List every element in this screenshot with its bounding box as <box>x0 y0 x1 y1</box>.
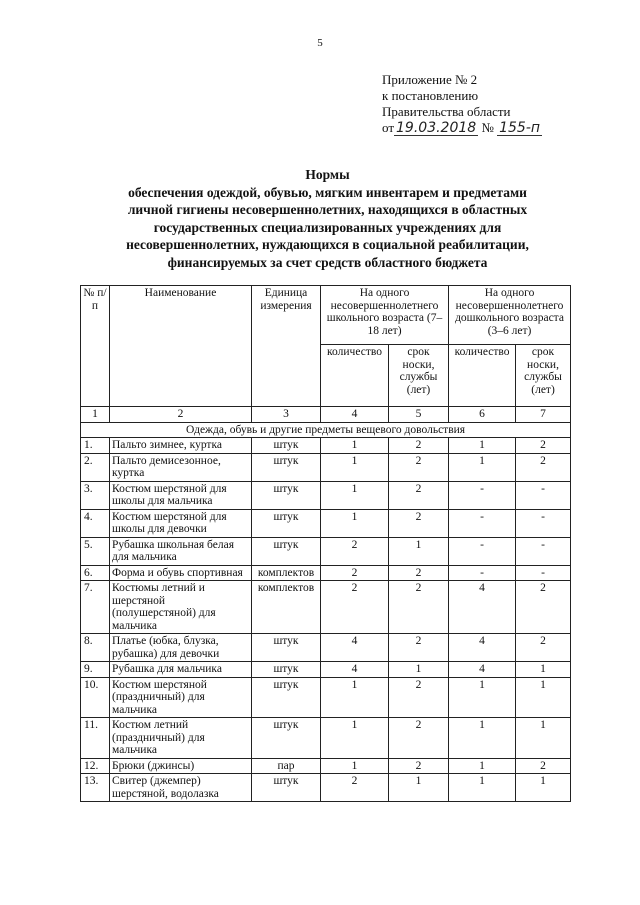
item-unit: штук <box>252 662 321 678</box>
qty-preschool: 1 <box>449 758 516 774</box>
row-number: 3. <box>81 481 110 509</box>
qty-school: 2 <box>321 581 389 634</box>
term-school: 2 <box>389 758 449 774</box>
item-name: Рубашка школьная белая для мальчика <box>110 537 252 565</box>
qty-preschool: 4 <box>449 581 516 634</box>
term-preschool: 2 <box>516 581 571 634</box>
item-unit: штук <box>252 634 321 662</box>
appendix-title: Приложение № 2 <box>382 72 478 87</box>
table-row <box>81 718 571 759</box>
qty-preschool: - <box>449 565 516 581</box>
norms-table <box>80 285 571 802</box>
item-name: Костюм шерстяной для школы для мальчика <box>110 481 252 509</box>
item-name: Платье (юбка, блузка, рубашка) для девочки <box>110 634 252 662</box>
item-name: Форма и обувь спортивная <box>110 565 252 581</box>
section-row <box>81 422 571 438</box>
number-prefix: № <box>481 120 494 135</box>
row-number: 2. <box>81 453 110 481</box>
item-unit: пар <box>252 758 321 774</box>
row-number: 13. <box>81 774 110 802</box>
item-name: Костюм летний (праздничный) для мальчика <box>110 718 252 759</box>
column-number: 5 <box>389 407 449 423</box>
header-term: срок носки, службы (лет) <box>389 345 449 407</box>
term-school: 1 <box>389 537 449 565</box>
qty-preschool: 4 <box>449 634 516 662</box>
item-unit: штук <box>252 718 321 759</box>
title-line: обеспечения одеждой, обувью, мягким инвентарем и предметами <box>128 184 527 200</box>
item-name: Костюм шерстяной (праздничный) для мальчика <box>110 677 252 718</box>
appendix-date-line <box>382 120 542 136</box>
qty-preschool: 4 <box>449 662 516 678</box>
row-number: 5. <box>81 537 110 565</box>
row-number: 11. <box>81 718 110 759</box>
qty-school: 1 <box>321 677 389 718</box>
row-number: 8. <box>81 634 110 662</box>
item-unit: штук <box>252 438 321 454</box>
qty-preschool: 1 <box>449 774 516 802</box>
column-number: 6 <box>449 407 516 423</box>
table-row <box>81 581 571 634</box>
qty-preschool: - <box>449 509 516 537</box>
table-row <box>81 453 571 481</box>
table-row <box>81 565 571 581</box>
table-row <box>81 481 571 509</box>
qty-school: 1 <box>321 758 389 774</box>
term-preschool: 1 <box>516 718 571 759</box>
term-preschool: - <box>516 537 571 565</box>
table-row <box>81 774 571 802</box>
item-unit: штук <box>252 774 321 802</box>
term-school: 1 <box>389 662 449 678</box>
item-unit: комплектов <box>252 581 321 634</box>
column-number: 7 <box>516 407 571 423</box>
term-school: 2 <box>389 438 449 454</box>
row-number: 9. <box>81 662 110 678</box>
item-unit: штук <box>252 481 321 509</box>
qty-preschool: 1 <box>449 677 516 718</box>
term-preschool: 2 <box>516 758 571 774</box>
column-number: 4 <box>321 407 389 423</box>
table-row <box>81 438 571 454</box>
page-number: 5 <box>317 37 323 49</box>
title-line: несовершеннолетних, нуждающихся в социальной реабилитации, <box>126 237 529 252</box>
item-name: Пальто зимнее, куртка <box>110 438 252 454</box>
qty-school: 4 <box>321 634 389 662</box>
column-number-row <box>81 407 571 423</box>
appendix-line: Правительства области <box>382 104 511 119</box>
title-main: Нормы <box>305 167 350 182</box>
column-number: 2 <box>110 407 252 423</box>
term-school: 2 <box>389 453 449 481</box>
term-preschool: 1 <box>516 774 571 802</box>
row-number: 4. <box>81 509 110 537</box>
qty-school: 1 <box>321 718 389 759</box>
appendix-block <box>382 72 542 136</box>
term-school: 1 <box>389 774 449 802</box>
qty-school: 1 <box>321 453 389 481</box>
item-name: Костюм шерстяной для школы для девочки <box>110 509 252 537</box>
header-group-school: На одного несовершеннолетнего школьного возраста (7–18 лет) <box>321 286 449 345</box>
table-row <box>81 677 571 718</box>
qty-school: 1 <box>321 509 389 537</box>
column-number: 3 <box>252 407 321 423</box>
table-row <box>81 758 571 774</box>
term-preschool: 1 <box>516 677 571 718</box>
term-preschool: 2 <box>516 634 571 662</box>
item-unit: штук <box>252 453 321 481</box>
term-preschool: - <box>516 509 571 537</box>
title-line: личной гигиены несовершеннолетних, находящихся в областных <box>127 202 528 217</box>
term-preschool: 2 <box>516 453 571 481</box>
header-qty: количество <box>449 345 516 407</box>
term-preschool: 1 <box>516 662 571 678</box>
term-school: 2 <box>389 481 449 509</box>
term-school: 2 <box>389 509 449 537</box>
item-unit: комплектов <box>252 565 321 581</box>
term-school: 2 <box>389 718 449 759</box>
section-title: Одежда, обувь и другие предметы вещевого довольствия <box>81 422 571 438</box>
qty-school: 2 <box>321 537 389 565</box>
row-number: 1. <box>81 438 110 454</box>
header-num: № п/п <box>81 286 110 407</box>
row-number: 10. <box>81 677 110 718</box>
item-name: Брюки (джинсы) <box>110 758 252 774</box>
header-group-preschool: На одного несовершеннолетнего дошкольного возраста (3–6 лет) <box>449 286 571 345</box>
term-preschool: 2 <box>516 438 571 454</box>
row-number: 7. <box>81 581 110 634</box>
item-unit: штук <box>252 509 321 537</box>
table-row <box>81 509 571 537</box>
term-school: 2 <box>389 565 449 581</box>
qty-school: 1 <box>321 438 389 454</box>
handwritten-date: 19.03.2018 <box>396 120 477 136</box>
item-unit: штук <box>252 537 321 565</box>
item-name: Костюмы летний и шерстяной (полушерстяной) для мальчика <box>110 581 252 634</box>
row-number: 12. <box>81 758 110 774</box>
qty-preschool: - <box>449 481 516 509</box>
header-term: срок носки, службы (лет) <box>516 345 571 407</box>
item-name: Пальто демисезонное, куртка <box>110 453 252 481</box>
term-school: 2 <box>389 634 449 662</box>
table-row <box>81 662 571 678</box>
header-qty: количество <box>321 345 389 407</box>
appendix-line: к постановлению <box>382 88 479 103</box>
from-prefix: от <box>382 120 395 135</box>
document-title <box>90 166 565 271</box>
header-unit: Единица измерения <box>252 286 321 407</box>
title-line: государственных специализированных учреждениях для <box>153 219 502 235</box>
qty-school: 2 <box>321 565 389 581</box>
term-preschool: - <box>516 565 571 581</box>
qty-school: 4 <box>321 662 389 678</box>
qty-school: 1 <box>321 481 389 509</box>
qty-school: 2 <box>321 774 389 802</box>
header-name: Наименование <box>110 286 252 407</box>
term-preschool: - <box>516 481 571 509</box>
item-name: Рубашка для мальчика <box>110 662 252 678</box>
qty-preschool: 1 <box>449 718 516 759</box>
handwritten-number: 155-п <box>499 120 541 136</box>
item-name: Свитер (джемпер) шерстяной, водолазка <box>110 774 252 802</box>
item-unit: штук <box>252 677 321 718</box>
table-row <box>81 537 571 565</box>
term-school: 2 <box>389 581 449 634</box>
title-line: финансируемых за счет средств областного бюджета <box>167 254 488 270</box>
qty-preschool: - <box>449 537 516 565</box>
qty-preschool: 1 <box>449 438 516 454</box>
row-number: 6. <box>81 565 110 581</box>
table-row <box>81 634 571 662</box>
term-school: 2 <box>389 677 449 718</box>
qty-preschool: 1 <box>449 453 516 481</box>
column-number: 1 <box>81 407 110 423</box>
